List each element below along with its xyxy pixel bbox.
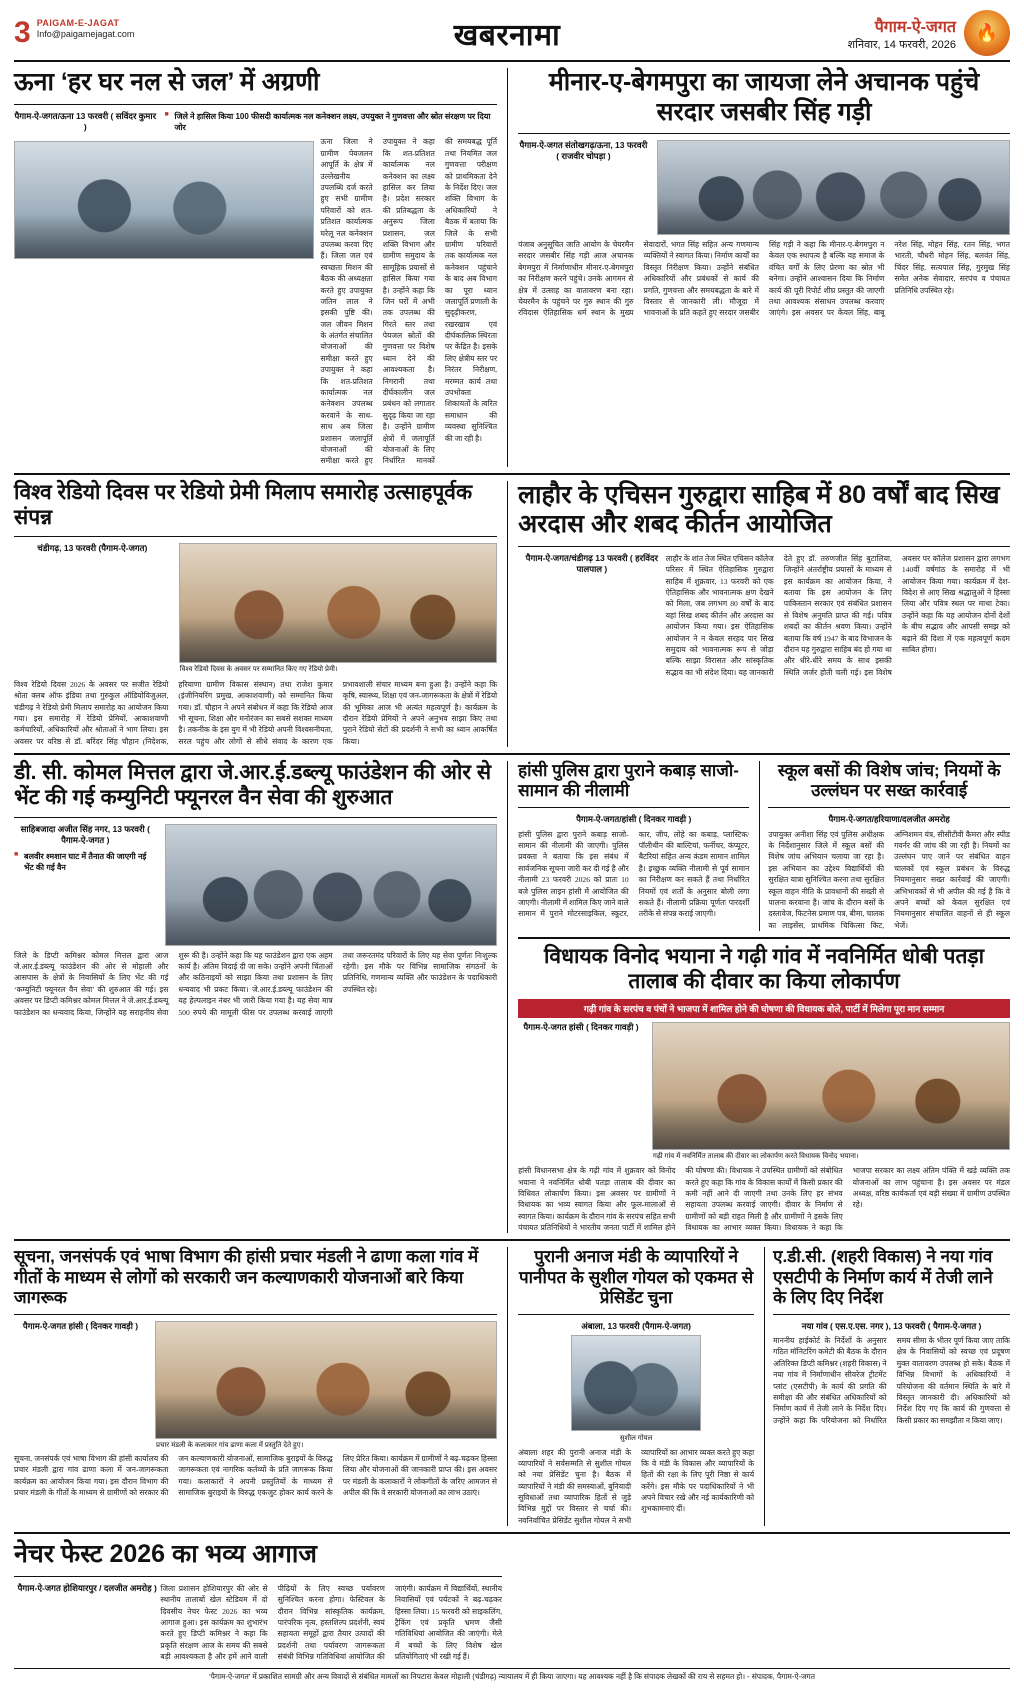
article-radio xyxy=(14,481,497,747)
article-minar xyxy=(507,68,1010,467)
byline-adc-stp: नया गांव ( एस.ए.एस. नगर ), 13 फरवरी ( पैगाम-ऐ-जगत ) xyxy=(801,1320,982,1331)
row-fourth xyxy=(14,1247,1010,1526)
article-school-bus xyxy=(759,761,1010,931)
body-nature-fest: जिला प्रशासन होशियारपुर की ओर से स्थानीय तालाबों खेल स्टेडियम में दो दिवसीय नेचर फेस्ट 2026 का भव्य आगाज हुआ। इस कार्यक्रम का शुभारंभ करते हुए डिप्टी कमिश्नर ने कहा कि प्रकृति संरक्षण आज के समय की सबसे बड़ी आवश्यकता है और हमें आने वाली पीढ़ियों के लिए स्वच्छ पर्यावरण सुनिश्चित करना होगा। फेस्टिवल के दौरान विभिन्न सांस्कृतिक कार्यक्रम, पारंपरिक नृत्य, हस्तशिल्प प्रदर्शनी, स्वयं सहायता समूहों द्वारा तैयार उत्पादों की प्रदर्शनी तथा पर्यावरण जागरूकता संबंधी विभिन्न गतिविधियां आयोजित की जाएंगी। कार्यक्रम में विद्यार्थियों, स्थानीय निवासियों एवं पर्यटकों ने बढ़-चढ़कर हिस्सा लिया। 15 फरवरी को साइकलिंग, ट्रैकिंग एवं प्रकृति भ्रमण जैसी गतिविधियां आयोजित की जाएंगी। मेले में बच्चों के लिए विशेष खेल प्रतियोगिताएं भी रखी गई हैं। xyxy=(160,1583,503,1662)
caption-talab: गढ़ी गांव में नवनिर्मित तालाब की दीवार का लोकार्पण करते विधायक विनोद भयाना। xyxy=(652,1152,859,1160)
photo-funeral-van-launch xyxy=(165,824,498,946)
brand-email: Info@paigamejagat.com xyxy=(36,29,135,40)
body-una: ऊना जिला ने ग्रामीण पेयजलन आपूर्ति के क्षेत्र में उल्लेखनीय उपलब्धि दर्ज करते हुए सभी ग्रामीण परिवारों को शत-प्रतिशत कार्यात्मक घरेलू नल कनेक्शन उपलब्ध करवा दिए हैं। जिला जल एवं स्वच्छता मिशन की बैठक की अध्यक्षता करते हुए उपायुक्त जतिन लाल ने इसकी पुष्टि की। जल जीवन मिशन के अंतर्गत संचालित योजनाओं की समीक्षा करते हुए उपायुक्त ने कहा कि शत-प्रतिशत कार्यात्मक नल कनेक्शन उपलब्ध करवाने के साथ-साथ अब जिला प्रशासन जलापूर्ति योजनाओं की समीक्षा करते हुए उपायुक्त ने कहा कि शत-प्रतिशत कार्यात्मक नल कनेक्शन का लक्ष्य हासिल कर लिया है। प्रदेश सरकार की प्रतिबद्धता के अनुरूप जिला प्रशासन, जल शक्ति विभाग और ग्रामीण समुदाय के सामूहिक प्रयासों से हासिल किया गया है। उन्होंने कहा कि जिन घरों में अभी तक उपलब्ध की गिरते स्तर तथा पेयजल स्रोतों की गुणवत्ता पर विशेष ध्यान देने की आवश्यकता है। निगरानी तथा दीर्घकालीन जल प्रबंधन को लगातार सुदृढ़ किया जा रहा है। उन्होंने ग्रामीण क्षेत्रों में जलापूर्ति योजनाओं के लिए निर्धारित मानकों की समयबद्ध पूर्ति तथा नियमित जल गुणवत्ता परीक्षण को प्राथमिकता देने के निर्देश दिए। जल शक्ति विभाग के अधिकारियों ने बैठक में बताया कि जिले के सभी ग्रामीण परिवारों तक कार्यात्मक नल कनेक्शन पहुंचाने के बाद अब विभाग का पूरा ध्यान जलापूर्ति प्रणाली के सुदृढ़ीकरण, रखरखाव एवं दीर्घकालिक स्थिरता पर केंद्रित है। इसके लिए क्षेत्रीय स्तर पर निरंतर निरीक्षण, मरम्मत कार्य तथा उपभोक्ता शिकायतों के त्वरित समाधान की व्यवस्था सुनिश्चित की जा रही है। xyxy=(320,137,498,466)
flame-logo-icon: 🔥 xyxy=(964,10,1010,56)
byline-anaj-mandi: अंबाला, 13 फरवरी (पैगाम-ऐ-जगत) xyxy=(581,1320,691,1331)
body-minar: पंजाब अनुसूचित जाति आयोग के चेयरमैन सरदार जसबीर सिंह गड़ी आज अचानक बेगमपुरा में निर्माणाधीन मीनार-ए-बेगमपुरा का निरीक्षण करने पहुंचे। उनके आगमन से क्षेत्र में उत्साह का वातावरण बना रहा। चेयरमैन के पहुंचने पर गुरु स्थान की गुरु रविदास ऐतिहासिक धर्म स्थान के मुख्य सेवादारों, भगत सिंह सहित अन्य गणमान्य व्यक्तियों ने स्वागत किया। निर्माण कार्यों का विस्तृत निरीक्षण किया। उन्होंने संबंधित अधिकारियों और प्रबंधकों से कार्य की प्रगति, गुणवत्ता और समयबद्धता के बारे में विस्तार से जानकारी ली। मौजूदा में भावनाओं के प्रति कहते हुए सरदार जसबीर सिंह गड़ी ने कहा कि मीनार-ए-बेगमपुरा न केवल एक स्थापत्य है बल्कि यह समाज के वंचित वर्गों के लिए प्रेरणा का स्रोत भी बनेगा। उन्होंने आश्वासन दिया कि निर्माण कार्य की पूरी रिपोर्ट शीघ्र प्रस्तुत की जाएगी तथा आवश्यक संसाधन उपलब्ध करवाए जाएंगे। इस अवसर पर केवल सिंह, बाबू नरेश सिंह, मोहन सिंह, रतन सिंह, भगत भारती, चौधरी मोहन सिंह, बलवंत सिंह, चिंदर सिंह, सत्यपाल सिंह, गुरमुख सिंह समेत अनेक सेवादार, सरपंच व पंचायत प्रतिनिधि उपस्थित रहे। xyxy=(518,240,1010,318)
body-jansampark: सूचना, जनसंपर्क एवं भाषा विभाग की हांसी कार्यालय की प्रचार मंडली द्वारा गांव ढाणा कला में जन-जागरूकता कार्यक्रम का आयोजन किया गया। इस दौरान विभाग की प्रचार मंडली के गीतों के माध्यम से ग्रामीणों को सरकार की जन कल्याणकारी योजनाओं, सामाजिक बुराइयों के विरुद्ध जागरूकता एवं नागरिक कर्तव्यों के प्रति जागरूक किया गया। कलाकारों ने अपनी प्रस्तुतियों के माध्यम से सामाजिक बुराइयों के विरुद्ध एकजुट होकर कार्य करने के लिए प्रेरित किया। कार्यक्रम में ग्रामीणों ने बढ़-चढ़कर हिस्सा लिया और योजनाओं की जानकारी प्राप्त की। इस अवसर पर मंडली के कलाकारों ने लोकगीतों के जरिए आमजन से अपील की कि वे सरकारी योजनाओं का लाभ उठाएं। xyxy=(14,1454,498,1498)
headline-radio: विश्व रेडियो दिवस पर रेडियो प्रेमी मिलाप समारोह उत्साहपूर्वक संपन्न xyxy=(14,480,473,529)
section-title: खबरनामा xyxy=(453,18,561,52)
headline-school-bus: स्कूल बसों की विशेष जांच; नियमों के उल्लंघन पर सख्त कार्रवाई xyxy=(777,761,1001,801)
byline-jansampark: पैगाम-ऐ-जगत हांसी ( दिनकर गावड़ी ) xyxy=(22,1320,139,1331)
brand-name: PAIGAM-E-JAGAT xyxy=(36,18,120,28)
headline-minar: मीनार-ए-बेगमपुरा का जायजा लेने अचानक पहुंचे सरदार जसबीर सिंह गड़ी xyxy=(548,68,980,126)
body-funeral-van: जिले के डिप्टी कमिश्नर कोमल मित्तल द्वारा आज जे.आर.ई.डब्ल्यू फाउंडेशन की ओर से मोहाली और आसपास के क्षेत्रों के निवासियों के लिए भेंट की गई ‘कम्युनिटी फ्यूनरल वैन सेवा’ की शुरुआत की गई। इस अवसर पर डिप्टी कमिश्नर कोमल मित्तल ने जे.आर.ई.डब्ल्यू फाउंडेशन का धन्यवाद किया, जिन्होंने यह सराहनीय सेवा शुरू की है। उन्होंने कहा कि यह फाउंडेशन द्वारा एक अहम कार्य है। अंतिम विदाई दी जा सके। उन्होंने अपनी चिंताओं और कठिनाइयों को साझा किया तथा प्रशासन के लिए धन्यवाद भी प्रकट किया। जे.आर.ई.डब्ल्यू फाउंडेशन की यह हेल्पलाइन नंबर भी जारी किया गया है। यह सेवा मात्र 500 रुपये की मामूली फीस पर उपलब्ध करवाई जाएगी तथा जरूरतमंद परिवारों के लिए यह सेवा पूर्णतः निःशुल्क रहेगी। इस मौके पर विभिन्न सामाजिक संगठनों के प्रतिनिधि, गणमान्य व्यक्ति और फाउंडेशन के पदाधिकारी उपस्थित रहे। xyxy=(14,950,498,1017)
headline-anaj-mandi: पुरानी अनाज मंडी के व्यापारियों ने पानीपत के सुशील गोयल को एकमत से प्रेसिडेंट चुना xyxy=(518,1247,754,1307)
row-top xyxy=(14,68,1010,467)
byline-vidhayak: पैगाम-ऐ-जगत हांसी ( दिनकर गावड़ी ) xyxy=(523,1021,639,1032)
row-fourth-right xyxy=(507,1247,1010,1526)
body-anaj-mandi: अंबाला शहर की पुरानी अनाज मंडी के व्यापारियों ने सर्वसम्मति से सुशील गोयल को नया प्रेसिडेंट चुना है। बैठक में व्यापारियों ने मंडी की समस्याओं, बुनियादी सुविधाओं तथा व्यापारिक हितों से जुड़े विभिन्न मुद्दों पर विस्तार से चर्चा की। नवनिर्वाचित प्रेसिडेंट सुशील गोयल ने सभी व्यापारियों का आभार व्यक्त करते हुए कहा कि वे मंडी के विकास और व्यापारियों के हितों की रक्षा के लिए पूरी निष्ठा से कार्य करेंगे। इस मौके पर पदाधिकारियों ने भी अपने विचार रखे और नई कार्यकारिणी को शुभकामनाएं दीं। xyxy=(518,1447,755,1525)
photo-talab-lokarpan xyxy=(652,1022,1010,1150)
photo-jal-jeevan-meeting xyxy=(14,141,314,259)
headline-hansi-nilami: हांसी पुलिस द्वारा पुराने कबाड़ साजो-सामान की नीलामी xyxy=(518,761,739,801)
caption-sushil: सुशील गोयल xyxy=(619,1435,653,1443)
photo-radio-event xyxy=(179,543,497,663)
byline-school-bus: पैगाम-ऐ-जगत/हरियाणा/दलजीत अमरोह xyxy=(828,814,950,825)
body-radio: विश्व रेडियो दिवस 2026 के अवसर पर सजीत रेडियो श्रोता क्लब ऑफ इंडिया तथा गुरुकुल ऑडियोविजुअल, चंडीगढ़ ने रेडियो प्रेमी मिलाप समारोह का आयोजन किया गया। इस समारोह में रेडियो प्रेमियों, आकाशवाणी कर्मचारियों, अधिकारियों और श्रोताओं ने भाग लिया। इस अवसर पर वरिष्ठ से डॉ. बरिंदर सिंह चौहान (निदेशक, हरियाणा ग्रामीण विकास संस्थान) तथा राजेश कुमार (इंजीनियरिंग प्रमुख, आकाशवाणी) को सम्मानित किया गया। डॉ. चौहान ने अपने संबोधन में कहा कि रेडियो आज भी सूचना, शिक्षा और मनोरंजन का सबसे सशक्त माध्यम है। तकनीक के इस युग में भी रेडियो अपनी विश्वसनीयता, सरल पहुंच और लोगों से सीधे संवाद के कारण एक प्रभावशाली संचार माध्यम बना हुआ है। उन्होंने कहा कि कृषि, स्वास्थ्य, शिक्षा एवं जन-जागरूकता के क्षेत्रों में रेडियो की भूमिका आज भी अत्यंत महत्वपूर्ण है। कार्यक्रम के दौरान रेडियो प्रेमियों ने अपने अनुभव साझा किए तथा पुराने रेडियो सेटों की प्रदर्शनी ने सभी का ध्यान आकर्षित किया। xyxy=(14,679,498,746)
body-vidhayak: हांसी विधानसभा क्षेत्र के गढ़ी गांव में शुक्रवार को विनोद भयाना ने नवनिर्मित धोबी पतड़ा तालाब की दीवार का विधिवत लोकार्पण किया। इस अवसर पर ग्रामीणों ने विधायक का भव्य स्वागत किया और फूल-मालाओं से स्वागत किया। कार्यक्रम के दौरान गांव के सरपंच सहित सभी पंचायत प्रतिनिधियों ने भारतीय जनता पार्टी में शामिल होने की घोषणा की। विधायक ने उपस्थित ग्रामीणों को संबोधित करते हुए कहा कि गांव के विकास कार्यों में किसी प्रकार की कमी नहीं आने दी जाएगी तथा उनके लिए हर संभव सहायता उपलब्ध करवाई जाएगी। दीवार के निर्माण से ग्रामीणों को बड़ी राहत मिली है और ग्रामीणों ने इसके लिए विधायक का आभार व्यक्त किया। विधायक ने कहा कि भाजपा सरकार का लक्ष्य अंतिम पंक्ति में खड़े व्यक्ति तक योजनाओं का लाभ पहुंचाना है। इस अवसर पर मंडल अध्यक्ष, वरिष्ठ कार्यकर्ता एवं बड़ी संख्या में ग्रामीण उपस्थित रहे। xyxy=(518,1166,1010,1233)
page-footer: ‘पैगाम-ऐ-जगत’ में प्रकाशित सामग्री और अन्य विवादों से संबंधित मामलों का निपटारा केवल मोहाली (चंडीगढ़) न्यायालय में ही किया जाएगा। यह आवश्यक नहीं है कि संपादक लेखकों की राय से सहमत हो। - संपादक, पैगाम-ऐ-जगत xyxy=(14,1668,1010,1682)
logo-text: पैगाम-ऐ-जगत xyxy=(874,18,956,36)
byline-radio: चंडीगढ़, 13 फरवरी (पैगाम-ऐ-जगत) xyxy=(37,543,148,554)
row-third xyxy=(14,761,1010,1233)
caption-village: प्रचार मंडली के कलाकार गांव ढाणा कला में प्रस्तुति देते हुए। xyxy=(156,1441,304,1449)
photo-jasbir-singh-gari xyxy=(657,140,1010,235)
article-anaj-mandi xyxy=(518,1247,754,1526)
article-funeral-van xyxy=(14,761,497,1233)
masthead-left xyxy=(14,18,274,48)
publication-date: शनिवार, 14 फरवरी, 2026 xyxy=(847,38,956,51)
body-adc-stp: माननीय हाईकोर्ट के निर्देशों के अनुसार गठित मॉनिटरिंग कमेटी की बैठक के दौरान अतिरिक्त डिप्टी कमिश्नर (शहरी विकास) ने नया गांव में निर्माणाधीन सीवरेज ट्रीटमेंट प्लांट (एसटीपी) के कार्य की प्रगति की समीक्षा की और संबंधित अधिकारियों को निर्माण कार्य में तेजी लाने के निर्देश दिए। उन्होंने कहा कि परियोजना को निर्धारित समय सीमा के भीतर पूर्ण किया जाए ताकि क्षेत्र के निवासियों को स्वच्छ एवं प्रदूषण मुक्त वातावरण उपलब्ध हो सके। बैठक में विभिन्न विभागों के अधिकारियों ने परियोजना की वर्तमान स्थिति के बारे में विस्तृत जानकारी दी। अधिकारियों को निर्देश दिए गए कि कार्य की गुणवत्ता से किसी प्रकार का समझौता न किया जाए। xyxy=(773,1336,1010,1425)
photo-prachar-mandli xyxy=(155,1321,497,1439)
photo-sushil-goyal xyxy=(571,1335,701,1431)
byline-lahore: पैगाम-ऐ-जगत/चंडीगढ़ 13 फरवरी ( हरविंदर पालपाल ) xyxy=(525,552,659,575)
byline-minar: पैगाम-ऐ-जगत संतोखगढ़/ऊना, 13 फरवरी ( राजवीर चोपड़ा ) xyxy=(519,140,648,162)
byline-funeral-van: साहिबजादा अजीत सिंह नगर, 13 फरवरी ( पैगाम-ऐ-जगत ) xyxy=(20,823,150,846)
row-second xyxy=(14,481,1010,747)
masthead-dateline xyxy=(848,15,956,52)
headline-lahore: लाहौर के एचिसन गुरुद्वारा साहिब में 80 वर्षों बाद सिख अरदास और शबद कीर्तन आयोजित xyxy=(518,480,1000,539)
byline-una: पैगाम-ऐ-जगत/ऊना 13 फरवरी ( सविंदर कुमार ) xyxy=(14,110,157,132)
article-nature-fest xyxy=(14,1540,502,1662)
body-school-bus: उपायुक्त अनीशा सिंह एवं पुलिस अधीक्षक के निर्देशानुसार जिले में स्कूल बसों की विशेष जांच अभियान चलाया जा रहा है। इस अभियान का उद्देश्य विद्यार्थियों की सुरक्षित यात्रा सुनिश्चित करना तथा सुरक्षित स्कूल वाहन नीति के प्रावधानों की सख्ती से पालना करवाना है। जांच के दौरान बसों के दस्तावेज, फिटनेस प्रमाण पत्र, बीमा, चालक का लाइसेंस, प्राथमिक चिकित्सा किट, अग्निशमन यंत्र, सीसीटीवी कैमरा और स्पीड गवर्नर की जांच की जा रही है। नियमों का उल्लंघन पाए जाने पर संबंधित वाहन चालकों एवं स्कूल प्रबंधन के विरुद्ध नियमानुसार सख्त कार्रवाई की जाएगी। अभिभावकों से भी अपील की गई है कि वे अपने बच्चों को केवल सुरक्षित एवं नियमानुसार संचालित वाहनों से ही स्कूल भेजें। xyxy=(768,829,1010,930)
article-jansampark xyxy=(14,1247,497,1526)
article-lahore xyxy=(507,481,1010,747)
headline-una: ऊना ‘हर घर नल से जल’ में अग्रणी xyxy=(14,68,320,96)
body-lahore: लाहौर के शांत तेज स्थित एचिसन कॉलेज परिसर में स्थित ऐतिहासिक गुरुद्वारा साहिब में शुक्रवार, 13 फरवरी को एक ऐतिहासिक और भावनात्मक क्षण देखने को मिला, जब लगभग 80 वर्षों के बाद यहां सिख शबद कीर्तन और अरदास का आयोजन किया गया। इस ऐतिहासिक आयोजन ने न केवल सरहद पार सिख समुदाय को भावनात्मक रूप से जोड़ा बल्कि साझा विरासत और सांस्कृतिक सद्भाव का भी संदेश दिया। यह जानकारी देते हुए डॉ. तरुणजीत सिंह बुटालिया, जिन्होंने अंतर्राष्ट्रीय प्रयासों के माध्यम से इस कार्यक्रम का आयोजन किया, ने बताया कि इस आयोजन के लिए पाकिस्तान सरकार एवं संबंधित प्रशासन से विशेष अनुमति प्राप्त की गई। पवित्र शबदों का कीर्तन श्रवण किया। उन्होंने बताया कि वर्ष 1947 के बाद विभाजन के दौरान यह गुरुद्वारा साहिब बंद हो गया था और धीरे-धीरे समय के साथ इसकी स्थिति जर्जर होती चली गई। इस विशेष अवसर पर कॉलेज प्रशासन द्वारा लगभग 140वीं वर्षगांठ के समारोह में भी आयोजन किया गया। कार्यक्रम में देश-विदेश से आए सिख श्रद्धालुओं ने हिस्सा लिया और पवित्र स्थल पर माथा टेका। उन्होंने कहा कि यह आयोजन दोनों देशों के बीच सद्भाव और आपसी समझ को बढ़ाने की दिशा में एक महत्वपूर्ण कदम साबित होगा। xyxy=(665,553,1010,677)
article-adc-stp xyxy=(764,1247,1010,1526)
byline-hansi-nilami: पैगाम-ऐ-जगत/हांसी ( दिनकर गावड़ी ) xyxy=(576,814,692,825)
article-vidhayak xyxy=(518,945,1010,1233)
masthead xyxy=(14,10,1010,62)
article-una xyxy=(14,68,497,467)
highlight-una: ■ जिले ने हासिल किया 100 फीसदी कार्यात्मक नल कनेक्शन लक्ष्य, उपयुक्त ने गुणवत्ता और स्रोत संरक्षण पर दिया जोर xyxy=(165,111,498,134)
masthead-brand xyxy=(37,18,135,41)
caption-radio: विश्व रेडियो दिवस के अवसर पर सम्मानित किए गए रेडियो प्रेमी। xyxy=(179,666,338,674)
headline-jansampark: सूचना, जनसंपर्क एवं भाषा विभाग की हांसी प्रचार मंडली ने ढाणा कला गांव में गीतों के माध्यम से लोगों को सरकारी जन कल्याणकारी योजनाओं बारे किया जागरूक xyxy=(14,1247,479,1307)
masthead-right xyxy=(740,10,1010,56)
article-hansi-nilami xyxy=(518,761,749,931)
highlight-funeral-van: ■ बलवीर श्मशान घाट में तैनात की जाएगी नई भेंट की गई वैन xyxy=(14,851,157,874)
page-number: 3 xyxy=(14,16,31,49)
headline-adc-stp: ए.डी.सी. (शहरी विकास) ने नया गांव एसटीपी के निर्माण कार्य में तेजी लाने के लिए दिए निर्देश xyxy=(773,1247,993,1307)
body-hansi-nilami: हांसी पुलिस द्वारा पुराने कबाड़ साजो-सामान की नीलामी की जाएगी। पुलिस प्रवक्ता ने बताया कि इस संबंध में सार्वजनिक सूचना जारी कर दी गई है और नीलामी 23 फरवरी 2026 को प्रातः 10 बजे पुलिस लाइन हांसी में आयोजित की जाएगी। नीलामी में शामिल किए जाने वाले सामान में पुराने मोटरसाइकिल, स्कूटर, कार, जीप, लोहे का कबाड़, प्लास्टिक/पॉलीथीन की बाल्टियां, फर्नीचर, कंप्यूटर, बैटरियां सहित अन्य कंडम सामान शामिल है। इच्छुक व्यक्ति नीलामी से पूर्व सामान का निरीक्षण कर सकते हैं तथा निर्धारित नियमों एवं शर्तों के अनुसार बोली लगा सकते हैं। नीलामी प्रक्रिया पूर्णतः पारदर्शी तरीके से संपन्न कराई जाएगी। xyxy=(518,829,750,919)
headline-nature-fest: नेचर फेस्ट 2026 का भव्य आगाज xyxy=(14,1540,317,1569)
subbar-vidhayak: गढ़ी गांव के सरपंच व पंचों ने भाजपा में शामिल होने की घोषणा की विधायक बोले, पार्टी में मिलेगा पूरा मान सम्मान xyxy=(518,999,1010,1018)
headline-funeral-van: डी. सी. कोमल मित्तल द्वारा जे.आर.ई.डब्ल्यू फाउंडेशन की ओर से भेंट की गई कम्युनिटी फ्यूनरल वैन सेवा की शुरुआत xyxy=(14,761,492,809)
byline-nature-fest: पैगाम-ऐ-जगत होशियारपुर / दलजीत अमरोह ) xyxy=(17,1582,157,1593)
headline-vidhayak: विधायक विनोद भयाना ने गढ़ी गांव में नवनिर्मित धोबी पतड़ा तालाब की दीवार का किया लोकार्पण xyxy=(543,945,985,993)
row-third-right xyxy=(507,761,1010,1233)
